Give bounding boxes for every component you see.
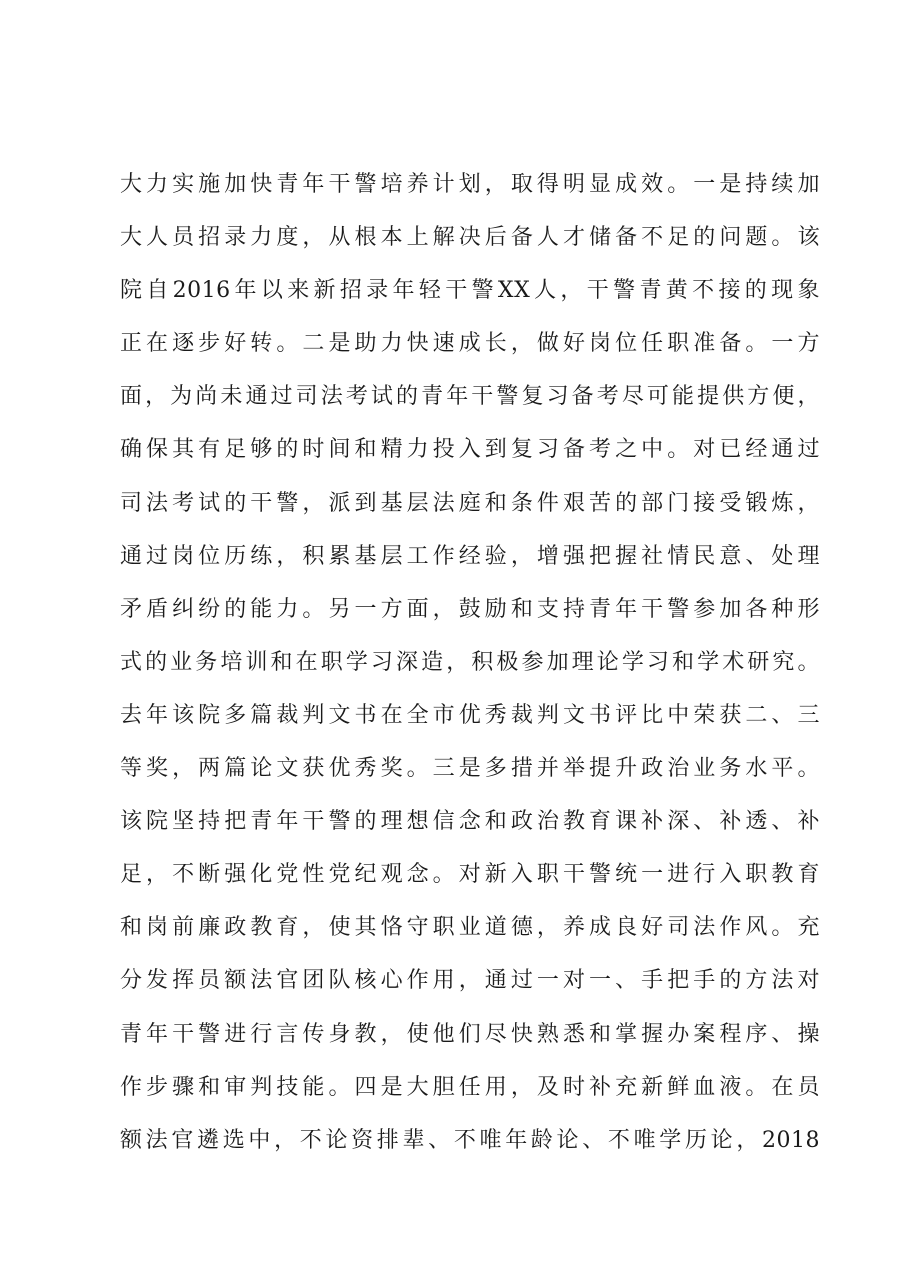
text-line: 式的业务培训和在职学习深造，积极参加理论学习和学术研究。 [120,649,820,675]
text-line: 等奖，两篇论文获优秀奖。三是多措并举提升政治业务水平。 [120,756,820,782]
text-line: 确保其有足够的时间和精力投入到复习备考之中。对已经通过 [120,437,820,463]
text-line: 该院坚持把青年干警的理想信念和政治教育课补深、补透、补 [120,809,820,835]
text-line: 作步骤和审判技能。四是大胆任用，及时补充新鲜血液。在员 [120,1074,820,1100]
text-line: 院自2016年以来新招录年轻干警XX人，干警青黄不接的现象 [120,278,820,304]
text-line: 去年该院多篇裁判文书在全市优秀裁判文书评比中荣获二、三 [120,702,820,728]
text-line: 额法官遴选中，不论资排辈、不唯年龄论、不唯学历论，2018 [120,1127,820,1153]
text-line: 通过岗位历练，积累基层工作经验，增强把握社情民意、处理 [120,543,820,569]
text-line: 大力实施加快青年干警培养计划，取得明显成效。一是持续加 [120,172,820,197]
text-line: 正在逐步好转。二是助力快速成长，做好岗位任职准备。一方 [120,331,820,357]
text-line: 大人员招录力度，从根本上解决后备人才储备不足的问题。该 [120,225,820,251]
text-line: 青年干警进行言传身教，使他们尽快熟悉和掌握办案程序、操 [120,1021,820,1047]
text-line: 分发挥员额法官团队核心作用，通过一对一、手把手的方法对 [120,968,820,994]
text-line: 足，不断强化党性党纪观念。对新入职干警统一进行入职教育 [120,862,820,888]
body-paragraph [120,158,820,1167]
text-line: 矛盾纠纷的能力。另一方面，鼓励和支持青年干警参加各种形 [120,596,820,622]
text-line: 和岗前廉政教育，使其恪守职业道德，养成良好司法作风。充 [120,915,820,941]
text-line: 面，为尚未通过司法考试的青年干警复习备考尽可能提供方便， [120,384,820,410]
text-line: 司法考试的干警，派到基层法庭和条件艰苦的部门接受锻炼， [120,490,820,516]
